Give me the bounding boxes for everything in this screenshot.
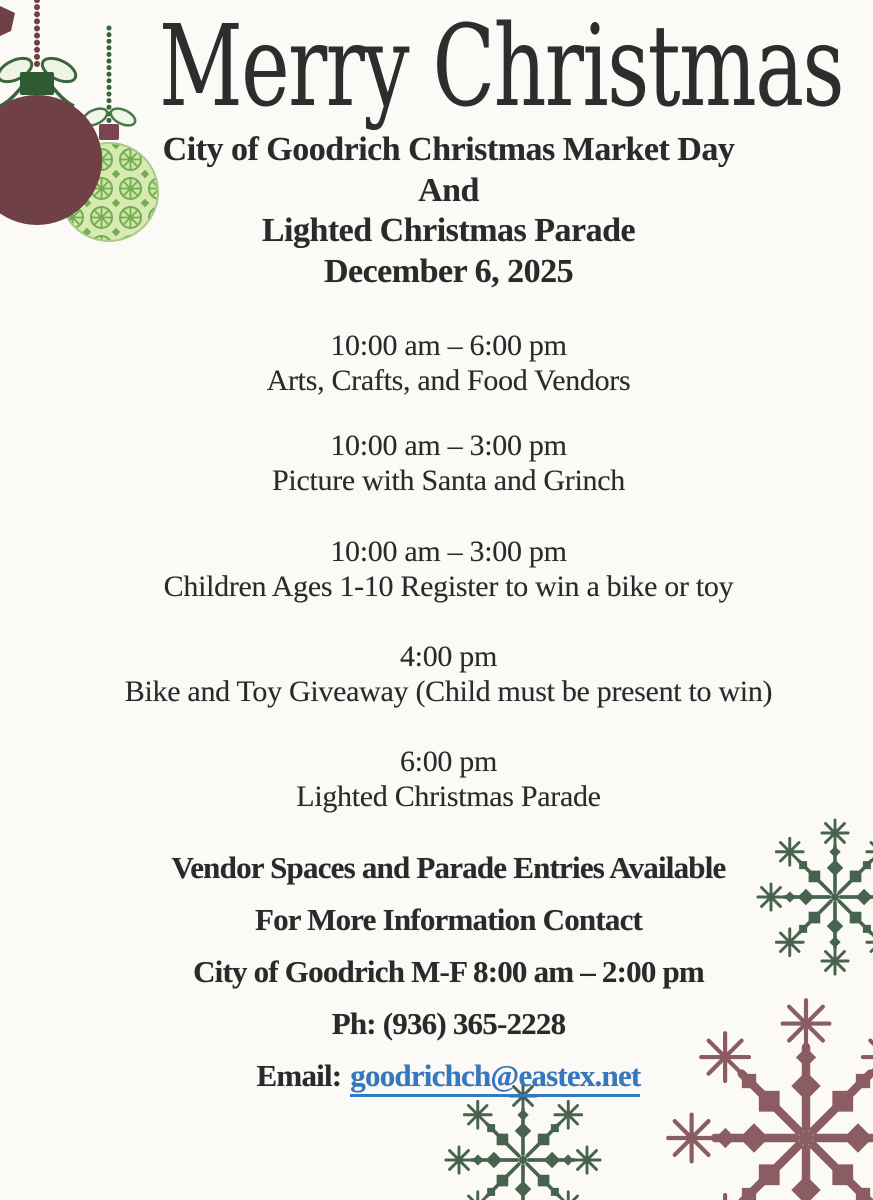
email-label: Email:	[256, 1058, 342, 1093]
heading-date: December 6, 2025	[323, 252, 574, 290]
schedule-event: Bike and Toy Giveaway (Child must be present to win)	[124, 675, 773, 708]
corner-ornament-fragment	[0, 6, 15, 36]
schedule-item	[40, 534, 857, 604]
merry-christmas-headline: Merry Christmas	[158, 2, 843, 132]
bow-loop	[39, 54, 80, 87]
event-heading-block	[40, 130, 857, 292]
office-hours-line: City of Goodrich M-F 8:00 am – 2:00 pm	[193, 954, 704, 989]
vendor-spaces-line: Vendor Spaces and Parade Entries Available	[171, 850, 726, 885]
schedule-time: 10:00 am – 6:00 pm	[330, 329, 567, 362]
phone-line: Ph: (936) 365-2228	[331, 1006, 566, 1041]
email-line	[40, 1050, 857, 1102]
schedule-event: Arts, Crafts, and Food Vendors	[266, 364, 631, 397]
bow-loop	[0, 54, 35, 87]
email-link[interactable]: goodrichch@eastex.net	[350, 1058, 640, 1097]
schedule-time: 10:00 am – 3:00 pm	[330, 429, 567, 462]
schedule-event: Lighted Christmas Parade	[296, 780, 601, 813]
schedule-item	[40, 639, 857, 709]
more-information-line: For More Information Contact	[254, 902, 643, 937]
schedule-event: Picture with Santa and Grinch	[272, 464, 625, 497]
schedule-event: Children Ages 1-10 Register to win a bike or toy	[163, 570, 734, 603]
heading-and: And	[418, 171, 479, 209]
schedule-item	[40, 328, 857, 398]
schedule-item	[40, 744, 857, 814]
schedule-item	[40, 428, 857, 498]
schedule-time: 6:00 pm	[399, 745, 498, 778]
contact-info-block	[40, 842, 857, 1102]
heading-parade: Lighted Christmas Parade	[261, 212, 636, 249]
schedule-time: 4:00 pm	[399, 640, 498, 673]
schedule-time: 10:00 am – 3:00 pm	[330, 535, 567, 568]
heading-market-day: City of Goodrich Christmas Market Day	[162, 131, 735, 168]
ornament-cap	[20, 72, 54, 95]
